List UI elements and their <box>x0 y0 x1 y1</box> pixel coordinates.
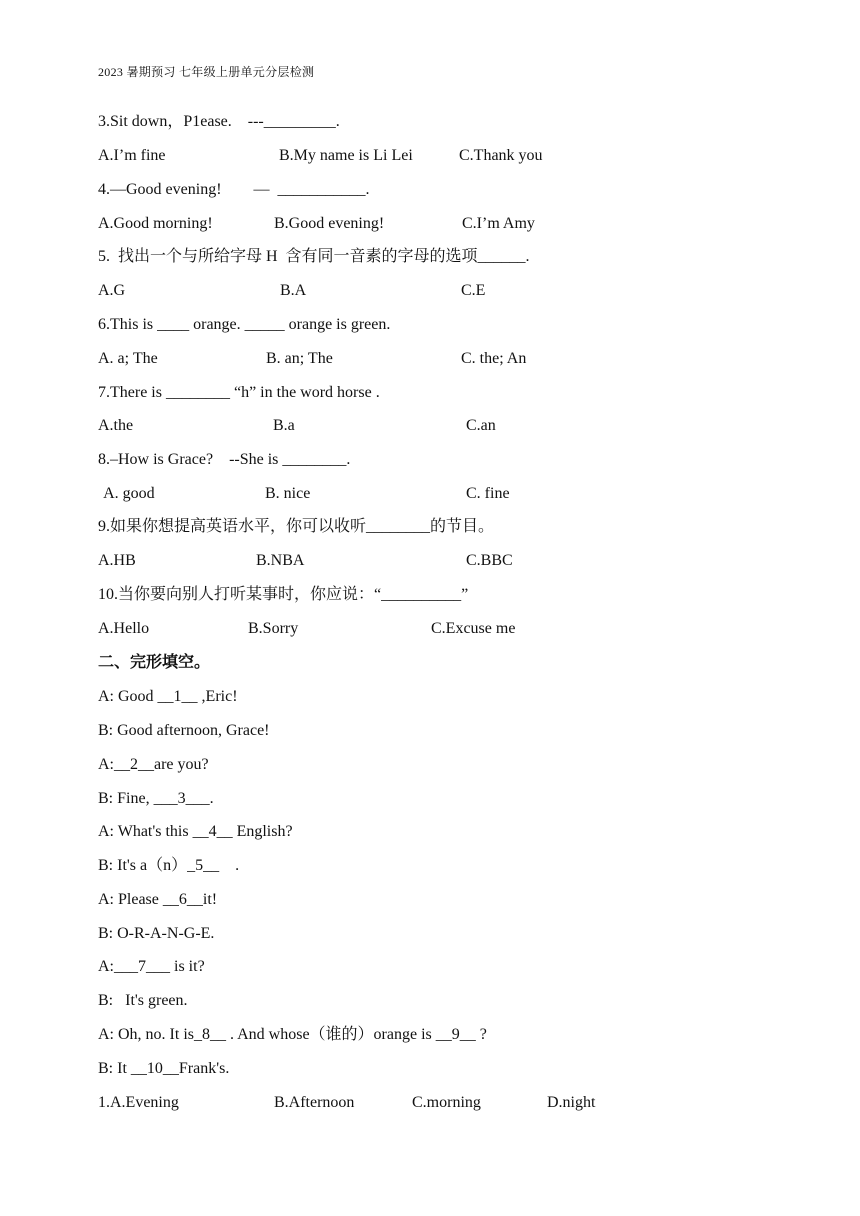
q3-option-a: A.I’m fine <box>98 147 166 164</box>
dialogue-line: B: Good afternoon, Grace! <box>98 722 270 739</box>
q4-option-c: C.I’m Amy <box>462 215 535 232</box>
q8-option-a: A. good <box>100 485 155 502</box>
q10-option-c: C.Excuse me <box>431 620 516 637</box>
q3-option-c: C.Thank you <box>459 147 543 164</box>
dialogue-line: B: It's green. <box>98 992 188 1009</box>
cloze1-option-d: D.night <box>547 1094 596 1111</box>
q8-option-b: B. nice <box>265 485 311 502</box>
q10-option-a: A.Hello <box>98 620 150 637</box>
dialogue-line: B: Fine, ___3___. <box>98 790 214 807</box>
page-header: 2023 暑期预习 七年级上册单元分层检测 <box>98 65 315 79</box>
section-2-title: 二、完形填空。 <box>98 654 211 671</box>
question-8: 8.–How is Grace? --She is ________. <box>98 451 351 468</box>
dialogue-line: A:___7___ is it? <box>98 958 205 975</box>
q5-option-c: C.E <box>461 282 486 299</box>
q9-option-c: C.BBC <box>466 552 513 569</box>
q4-option-b: B.Good evening! <box>274 215 385 232</box>
q6-option-a: A. a; The <box>98 350 158 367</box>
dialogue-line: B: It __10__Frank's. <box>98 1060 230 1077</box>
q9-option-b: B.NBA <box>256 552 305 569</box>
dialogue-line: A: Oh, no. It is_8__ . And whose（谁的）orange is __9__ ? <box>98 1026 487 1043</box>
q7-option-b: B.a <box>273 417 295 434</box>
dialogue-line: A: Please __6__it! <box>98 891 218 908</box>
q8-option-c: C. fine <box>466 485 510 502</box>
q4-option-a: A.Good morning! <box>98 215 213 232</box>
question-6: 6.This is ____ orange. _____ orange is green. <box>98 316 391 333</box>
question-7: 7.There is ________ “h” in the word horse . <box>98 384 380 401</box>
q5-option-a: A.G <box>98 282 126 299</box>
q5-option-b: B.A <box>280 282 307 299</box>
cloze1-option-b: B.Afternoon <box>274 1094 355 1111</box>
dialogue-line: A: Good __1__ ,Eric! <box>98 688 238 705</box>
q9-option-a: A.HB <box>98 552 136 569</box>
cloze1-option-a: 1.A.Evening <box>98 1094 179 1111</box>
question-5: 5. 找出一个与所给字母 H 含有同一音素的字母的选项______. <box>98 248 530 265</box>
dialogue-line: B: O-R-A-N-G-E. <box>98 925 215 942</box>
dialogue-line: A:__2__are you? <box>98 756 209 773</box>
cloze1-option-c: C.morning <box>412 1094 481 1111</box>
q6-option-c: C. the; An <box>461 350 527 367</box>
q7-option-a: A.the <box>98 417 134 434</box>
q6-option-b: B. an; The <box>266 350 333 367</box>
q7-option-c: C.an <box>466 417 496 434</box>
q3-option-b: B.My name is Li Lei <box>279 147 413 164</box>
question-10: 10.当你要向别人打听某事时，你应说：“__________” <box>98 586 469 603</box>
question-3: 3.Sit down，P1ease. ---_________. <box>98 113 340 130</box>
dialogue-line: B: It's a（n）_5__ . <box>98 857 240 874</box>
question-4: 4.—Good evening! — ___________. <box>98 181 370 198</box>
dialogue-line: A: What's this __4__ English? <box>98 823 293 840</box>
question-9: 9.如果你想提高英语水平，你可以收听________的节目。 <box>98 518 495 535</box>
q10-option-b: B.Sorry <box>248 620 299 637</box>
